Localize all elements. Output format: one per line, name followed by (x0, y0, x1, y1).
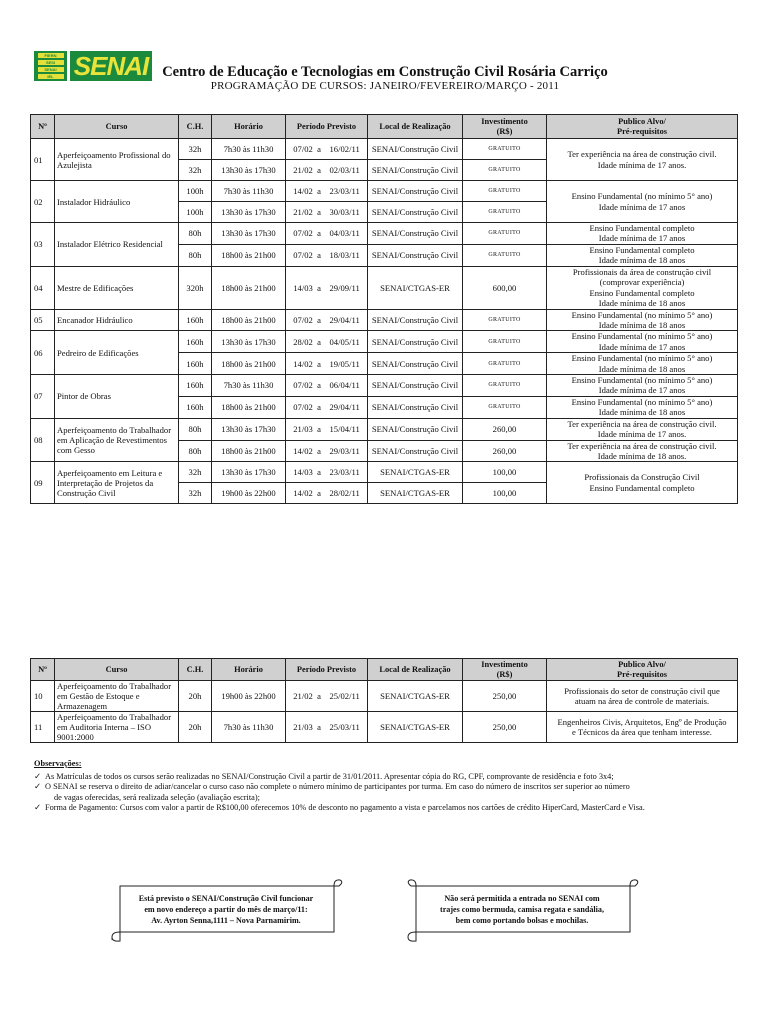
header-line: Publico Alvo/ (618, 116, 666, 126)
observations-title: Observações: (34, 759, 82, 768)
investment: GRATUITO (463, 160, 547, 181)
cell-line: Profissionais do setor de construção civil que (564, 685, 720, 696)
workload: 80h (179, 418, 212, 440)
target-audience (547, 181, 738, 223)
page-subtitle: PROGRAMAÇÃO DE CURSOS: JANEIRO/FEVEREIRO/MARÇO - 2011 (210, 80, 560, 92)
period: 07/02 a 18/03/11 (286, 244, 368, 266)
period: 21/03 a 25/03/11 (286, 712, 368, 743)
notice-line: Não será permitida a entrada no SENAI com (444, 894, 600, 903)
header-ch (179, 659, 212, 681)
workload: 160h (179, 331, 212, 353)
course-name: Pintor de Obras (55, 375, 179, 419)
cell-line: Ensino Fundamental completo (589, 287, 695, 298)
course-number: 08 (31, 418, 55, 462)
cell-line: Ensino Fundamental completo (589, 223, 695, 233)
cell-line: Ensino Fundamental completo (589, 482, 695, 493)
cell-line: Idade mínima de 17 anos (598, 385, 686, 396)
cell-line: e Técnicos da área que tenham interesse. (572, 727, 712, 737)
header-periodo (286, 115, 368, 139)
schedule: 13h30 às 17h30 (212, 462, 286, 483)
period: 21/02 a 25/02/11 (286, 681, 368, 712)
schedule: 13h30 às 17h30 (212, 418, 286, 440)
header-line: Nº (38, 664, 47, 674)
period: 14/03 a 29/09/11 (286, 266, 368, 309)
header-line: Período Previsto (296, 664, 357, 674)
header-num (31, 659, 55, 681)
workload: 32h (179, 160, 212, 181)
courses-table-2 (30, 658, 738, 743)
header-num (31, 115, 55, 139)
header-line: (R$) (496, 669, 513, 679)
workload: 100h (179, 202, 212, 223)
header-line: C.H. (186, 664, 204, 674)
cell-line: atuam na área de controle de materiais. (574, 696, 710, 706)
observations (34, 759, 744, 814)
notice-new-address (108, 876, 344, 944)
notice-text (422, 893, 622, 926)
target-audience (547, 440, 738, 462)
notice-line: trajes como bermuda, camisa regata e sandália, (440, 905, 604, 914)
observation-text-continuation: de vagas oferecidas, será realizada seleção (avaliação escrita); (54, 792, 260, 802)
table-row (31, 181, 738, 202)
header-local (368, 659, 463, 681)
location: SENAI/Construção Civil (368, 440, 463, 462)
observation-item (34, 772, 744, 783)
location: SENAI/Construção Civil (368, 309, 463, 331)
schedule: 7h30 às 11h30 (212, 181, 286, 202)
checkmark-icon: ✓ (34, 771, 41, 781)
header-line: Local de Realização (379, 121, 451, 131)
schedule: 18h00 às 21h00 (212, 440, 286, 462)
table-row (31, 331, 738, 353)
header-investimento (463, 659, 547, 681)
header-periodo (286, 659, 368, 681)
courses-table-1 (30, 114, 738, 504)
notice-text (126, 893, 326, 926)
schedule: 7h30 às 11h30 (212, 375, 286, 397)
cell-line: Idade mínima de 17 anos. (597, 429, 687, 440)
investment: 260,00 (463, 440, 547, 462)
location: SENAI/Construção Civil (368, 353, 463, 375)
table-row (31, 309, 738, 331)
target-audience (547, 139, 738, 181)
target-audience (547, 681, 738, 712)
table-row (31, 681, 738, 712)
cell-line: Idade mínima de 18 anos (598, 407, 686, 418)
header-line: Local de Realização (379, 664, 451, 674)
investment: 100,00 (463, 483, 547, 504)
course-number: 11 (31, 712, 55, 743)
observation-text: Forma de Pagamento: Cursos com valor a partir de R$100,00 oferecemos 10% de desconto no pagamento a vista e parcelamos nos cartões de crédito HiperCard, MasterCard e Visa. (45, 803, 645, 812)
cell-line: Ensino Fundamental (no mínimo 5° ano) (571, 375, 713, 386)
logo-system-badge (34, 51, 67, 81)
header-line: Horário (234, 121, 263, 131)
schedule: 19h00 às 22h00 (212, 681, 286, 712)
course-name: Mestre de Edificações (55, 266, 179, 309)
header-line: Nº (38, 121, 47, 131)
header-line: Período Previsto (296, 121, 357, 131)
investment: 600,00 (463, 266, 547, 309)
investment: 100,00 (463, 462, 547, 483)
logo-line-sesi: SESI (38, 60, 64, 65)
investment: GRATUITO (463, 396, 547, 418)
course-number: 04 (31, 266, 55, 309)
investment: GRATUITO (463, 309, 547, 331)
schedule: 18h00 às 21h00 (212, 396, 286, 418)
workload: 160h (179, 309, 212, 331)
header-line: Curso (105, 121, 128, 131)
cell-line: Idade mínima de 17 anos (598, 341, 686, 352)
period: 07/02 a 04/03/11 (286, 223, 368, 245)
workload: 32h (179, 139, 212, 160)
investment: 250,00 (463, 712, 547, 743)
header-line: Investimento (481, 116, 528, 126)
course-name: Instalador Elétrico Residencial (55, 223, 179, 267)
period: 14/02 a 29/03/11 (286, 440, 368, 462)
investment: GRATUITO (463, 181, 547, 202)
header-line: Investimento (481, 659, 528, 669)
cell-line: Ter experiência na área de construção civil. (567, 440, 717, 451)
investment: GRATUITO (463, 139, 547, 160)
cell-line: Idade mínima de 17 anos (598, 233, 686, 244)
target-audience (547, 375, 738, 397)
period: 14/03 a 23/03/11 (286, 462, 368, 483)
schedule: 13h30 às 17h30 (212, 160, 286, 181)
schedule: 7h30 às 11h30 (212, 139, 286, 160)
location: SENAI/Construção Civil (368, 375, 463, 397)
target-audience (547, 331, 738, 353)
workload: 20h (179, 681, 212, 712)
schedule: 18h00 às 21h00 (212, 244, 286, 266)
location: SENAI/Construção Civil (368, 244, 463, 266)
period: 14/02 a 19/05/11 (286, 353, 368, 375)
checkmark-icon: ✓ (34, 782, 41, 791)
table-row (31, 266, 738, 309)
logo-line-iel: IEL (38, 74, 64, 79)
course-number: 06 (31, 331, 55, 375)
target-audience (547, 266, 738, 309)
observation-item (34, 782, 744, 803)
course-number: 07 (31, 375, 55, 419)
notice-line: bem como portando bolsas e mochilas. (455, 916, 589, 925)
header-line: Pré-requisitos (616, 126, 668, 136)
period: 14/02 a 23/03/11 (286, 181, 368, 202)
period: 07/02 a 29/04/11 (286, 309, 368, 331)
location: SENAI/Construção Civil (368, 331, 463, 353)
period: 21/02 a 02/03/11 (286, 160, 368, 181)
course-name: Encanador Hidráulico (55, 309, 179, 331)
period: 21/03 a 15/04/11 (286, 418, 368, 440)
location: SENAI/CTGAS-ER (368, 712, 463, 743)
header-horario (212, 659, 286, 681)
course-name: Aperfeiçoamento do Trabalhador em Auditoria Interna – ISO 9001:2000 (55, 712, 179, 743)
cell-line: Ensino Fundamental (no mínimo 5° ano) (571, 396, 713, 407)
workload: 80h (179, 244, 212, 266)
header-horario (212, 115, 286, 139)
cell-line: Profissionais da Construção Civil (584, 472, 700, 483)
location: SENAI/Construção Civil (368, 202, 463, 223)
header-local (368, 115, 463, 139)
course-number: 09 (31, 462, 55, 504)
workload: 80h (179, 223, 212, 245)
investment: GRATUITO (463, 244, 547, 266)
header-line: Pré-requisitos (616, 669, 668, 679)
cell-line: Idade mínima de 18 anos (598, 255, 686, 266)
location: SENAI/CTGAS-ER (368, 483, 463, 504)
header-line: C.H. (186, 121, 204, 131)
schedule: 7h30 às 11h30 (212, 712, 286, 743)
notice-line: em novo endereço a partir do mês de março/11: (144, 905, 308, 914)
cell-line: Idade mínima de 17 anos. (597, 159, 687, 170)
header-curso (55, 115, 179, 139)
header-investimento (463, 115, 547, 139)
schedule: 13h30 às 17h30 (212, 202, 286, 223)
investment: GRATUITO (463, 223, 547, 245)
schedule: 13h30 às 17h30 (212, 223, 286, 245)
observation-text: As Matrículas de todos os cursos serão realizadas no SENAI/Construção Civil a partir de 31/01/2011. Apresentar cópia do RG, CPF, comprovante de residência e foto 3x4; (45, 771, 614, 781)
investment: GRATUITO (463, 375, 547, 397)
schedule: 18h00 às 21h00 (212, 266, 286, 309)
schedule: 13h30 às 17h30 (212, 331, 286, 353)
target-audience (547, 418, 738, 440)
header-line: Curso (105, 664, 128, 674)
notice-dress-code (404, 876, 640, 944)
location: SENAI/Construção Civil (368, 223, 463, 245)
target-audience (547, 712, 738, 743)
header-publico (547, 659, 738, 681)
table-row (31, 462, 738, 483)
schedule: 18h00 às 21h00 (212, 353, 286, 375)
table-row (31, 139, 738, 160)
cell-line: Ensino Fundamental (no mínimo 5° ano) (571, 331, 713, 342)
location: SENAI/Construção Civil (368, 181, 463, 202)
cell-line: Ensino Fundamental (no mínimo 5° ano) (571, 353, 713, 364)
investment: GRATUITO (463, 331, 547, 353)
course-name: Aperfeiçoamento em Leitura e Interpretação de Projetos da Construção Civil (55, 462, 179, 504)
cell-line: Ter experiência na área de construção civil. (567, 149, 717, 160)
workload: 20h (179, 712, 212, 743)
target-audience (547, 223, 738, 245)
workload: 32h (179, 483, 212, 504)
senai-logo (34, 51, 152, 81)
course-name: Aperfeiçoamento do Trabalhador em Aplicação de Revestimentos com Gesso (55, 418, 179, 462)
notice-line: Está previsto o SENAI/Construção Civil funcionar (138, 894, 314, 903)
logo-line-fiern: FIERN (38, 53, 64, 58)
table-row (31, 418, 738, 440)
table-header-row (31, 115, 738, 139)
table-row (31, 223, 738, 245)
table-row (31, 375, 738, 397)
target-audience (547, 244, 738, 266)
course-number: 10 (31, 681, 55, 712)
location: SENAI/Construção Civil (368, 396, 463, 418)
cell-line: Idade mínima de 18 anos (598, 298, 686, 309)
target-audience (547, 462, 738, 504)
cell-line: Ensino Fundamental completo (589, 244, 695, 255)
logo-brand: SENAI (70, 51, 152, 81)
header-curso (55, 659, 179, 681)
cell-line: Idade mínima de 17 anos (598, 201, 686, 212)
period: 07/02 a 16/02/11 (286, 139, 368, 160)
header-line: Publico Alvo/ (618, 659, 666, 669)
course-number: 03 (31, 223, 55, 267)
header-ch (179, 115, 212, 139)
target-audience (547, 396, 738, 418)
header-publico (547, 115, 738, 139)
location: SENAI/CTGAS-ER (368, 462, 463, 483)
cell-line: (comprovar experiência) (599, 277, 685, 288)
schedule: 19h00 às 22h00 (212, 483, 286, 504)
period: 28/02 a 04/05/11 (286, 331, 368, 353)
page-title: Centro de Educação e Tecnologias em Construção Civil Rosária Carriço (162, 64, 608, 80)
course-name: Instalador Hidráulico (55, 181, 179, 223)
table-header-row (31, 659, 738, 681)
workload: 32h (179, 462, 212, 483)
checkmark-icon: ✓ (34, 803, 41, 812)
workload: 160h (179, 375, 212, 397)
course-name: Aperfeiçoamento Profissional do Azulejista (55, 139, 179, 181)
period: 21/02 a 30/03/11 (286, 202, 368, 223)
header-line: Horário (234, 664, 263, 674)
investment: 250,00 (463, 681, 547, 712)
logo-line-senai: SENAI (38, 67, 64, 72)
cell-line: Ter experiência na área de construção civil. (567, 418, 717, 429)
table-row (31, 712, 738, 743)
period: 07/02 a 06/04/11 (286, 375, 368, 397)
schedule: 18h00 às 21h00 (212, 309, 286, 331)
cell-line: Idade mínima de 18 anos (598, 320, 686, 331)
location: SENAI/CTGAS-ER (368, 681, 463, 712)
period: 14/02 a 28/02/11 (286, 483, 368, 504)
cell-line: Idade mínima de 18 anos. (597, 450, 687, 461)
cell-line: Ensino Fundamental (no mínimo 5° ano) (571, 309, 713, 320)
workload: 160h (179, 353, 212, 375)
cell-line: Engenheiros Civis, Arquitetos, Engº de Produção (557, 716, 727, 727)
course-number: 01 (31, 139, 55, 181)
workload: 320h (179, 266, 212, 309)
cell-line: Ensino Fundamental (no mínimo 5° ano) (571, 191, 713, 202)
workload: 160h (179, 396, 212, 418)
notice-line: Av. Ayrton Senna,1111 – Nova Parnamirim. (151, 916, 301, 925)
investment: 260,00 (463, 418, 547, 440)
target-audience (547, 309, 738, 331)
location: SENAI/Construção Civil (368, 139, 463, 160)
observation-text: O SENAI se reserva o direito de adiar/cancelar o curso caso não complete o número mínimo de participantes por turma. Em caso do número de inscritos ser superior ao número (45, 782, 630, 791)
course-name: Aperfeiçoamento do Trabalhador em Gestão de Estoque e Armazenagem (55, 681, 179, 712)
observation-item (34, 803, 744, 814)
course-number: 02 (31, 181, 55, 223)
course-number: 05 (31, 309, 55, 331)
target-audience (547, 353, 738, 375)
location: SENAI/CTGAS-ER (368, 266, 463, 309)
period: 07/02 a 29/04/11 (286, 396, 368, 418)
workload: 80h (179, 440, 212, 462)
header-line: (R$) (496, 126, 513, 136)
course-name: Pedreiro de Edificações (55, 331, 179, 375)
cell-line: Profissionais da área de construção civil (572, 266, 712, 277)
location: SENAI/Construção Civil (368, 418, 463, 440)
investment: GRATUITO (463, 202, 547, 223)
location: SENAI/Construção Civil (368, 160, 463, 181)
workload: 100h (179, 181, 212, 202)
cell-line: Idade mínima de 18 anos (598, 363, 686, 374)
investment: GRATUITO (463, 353, 547, 375)
